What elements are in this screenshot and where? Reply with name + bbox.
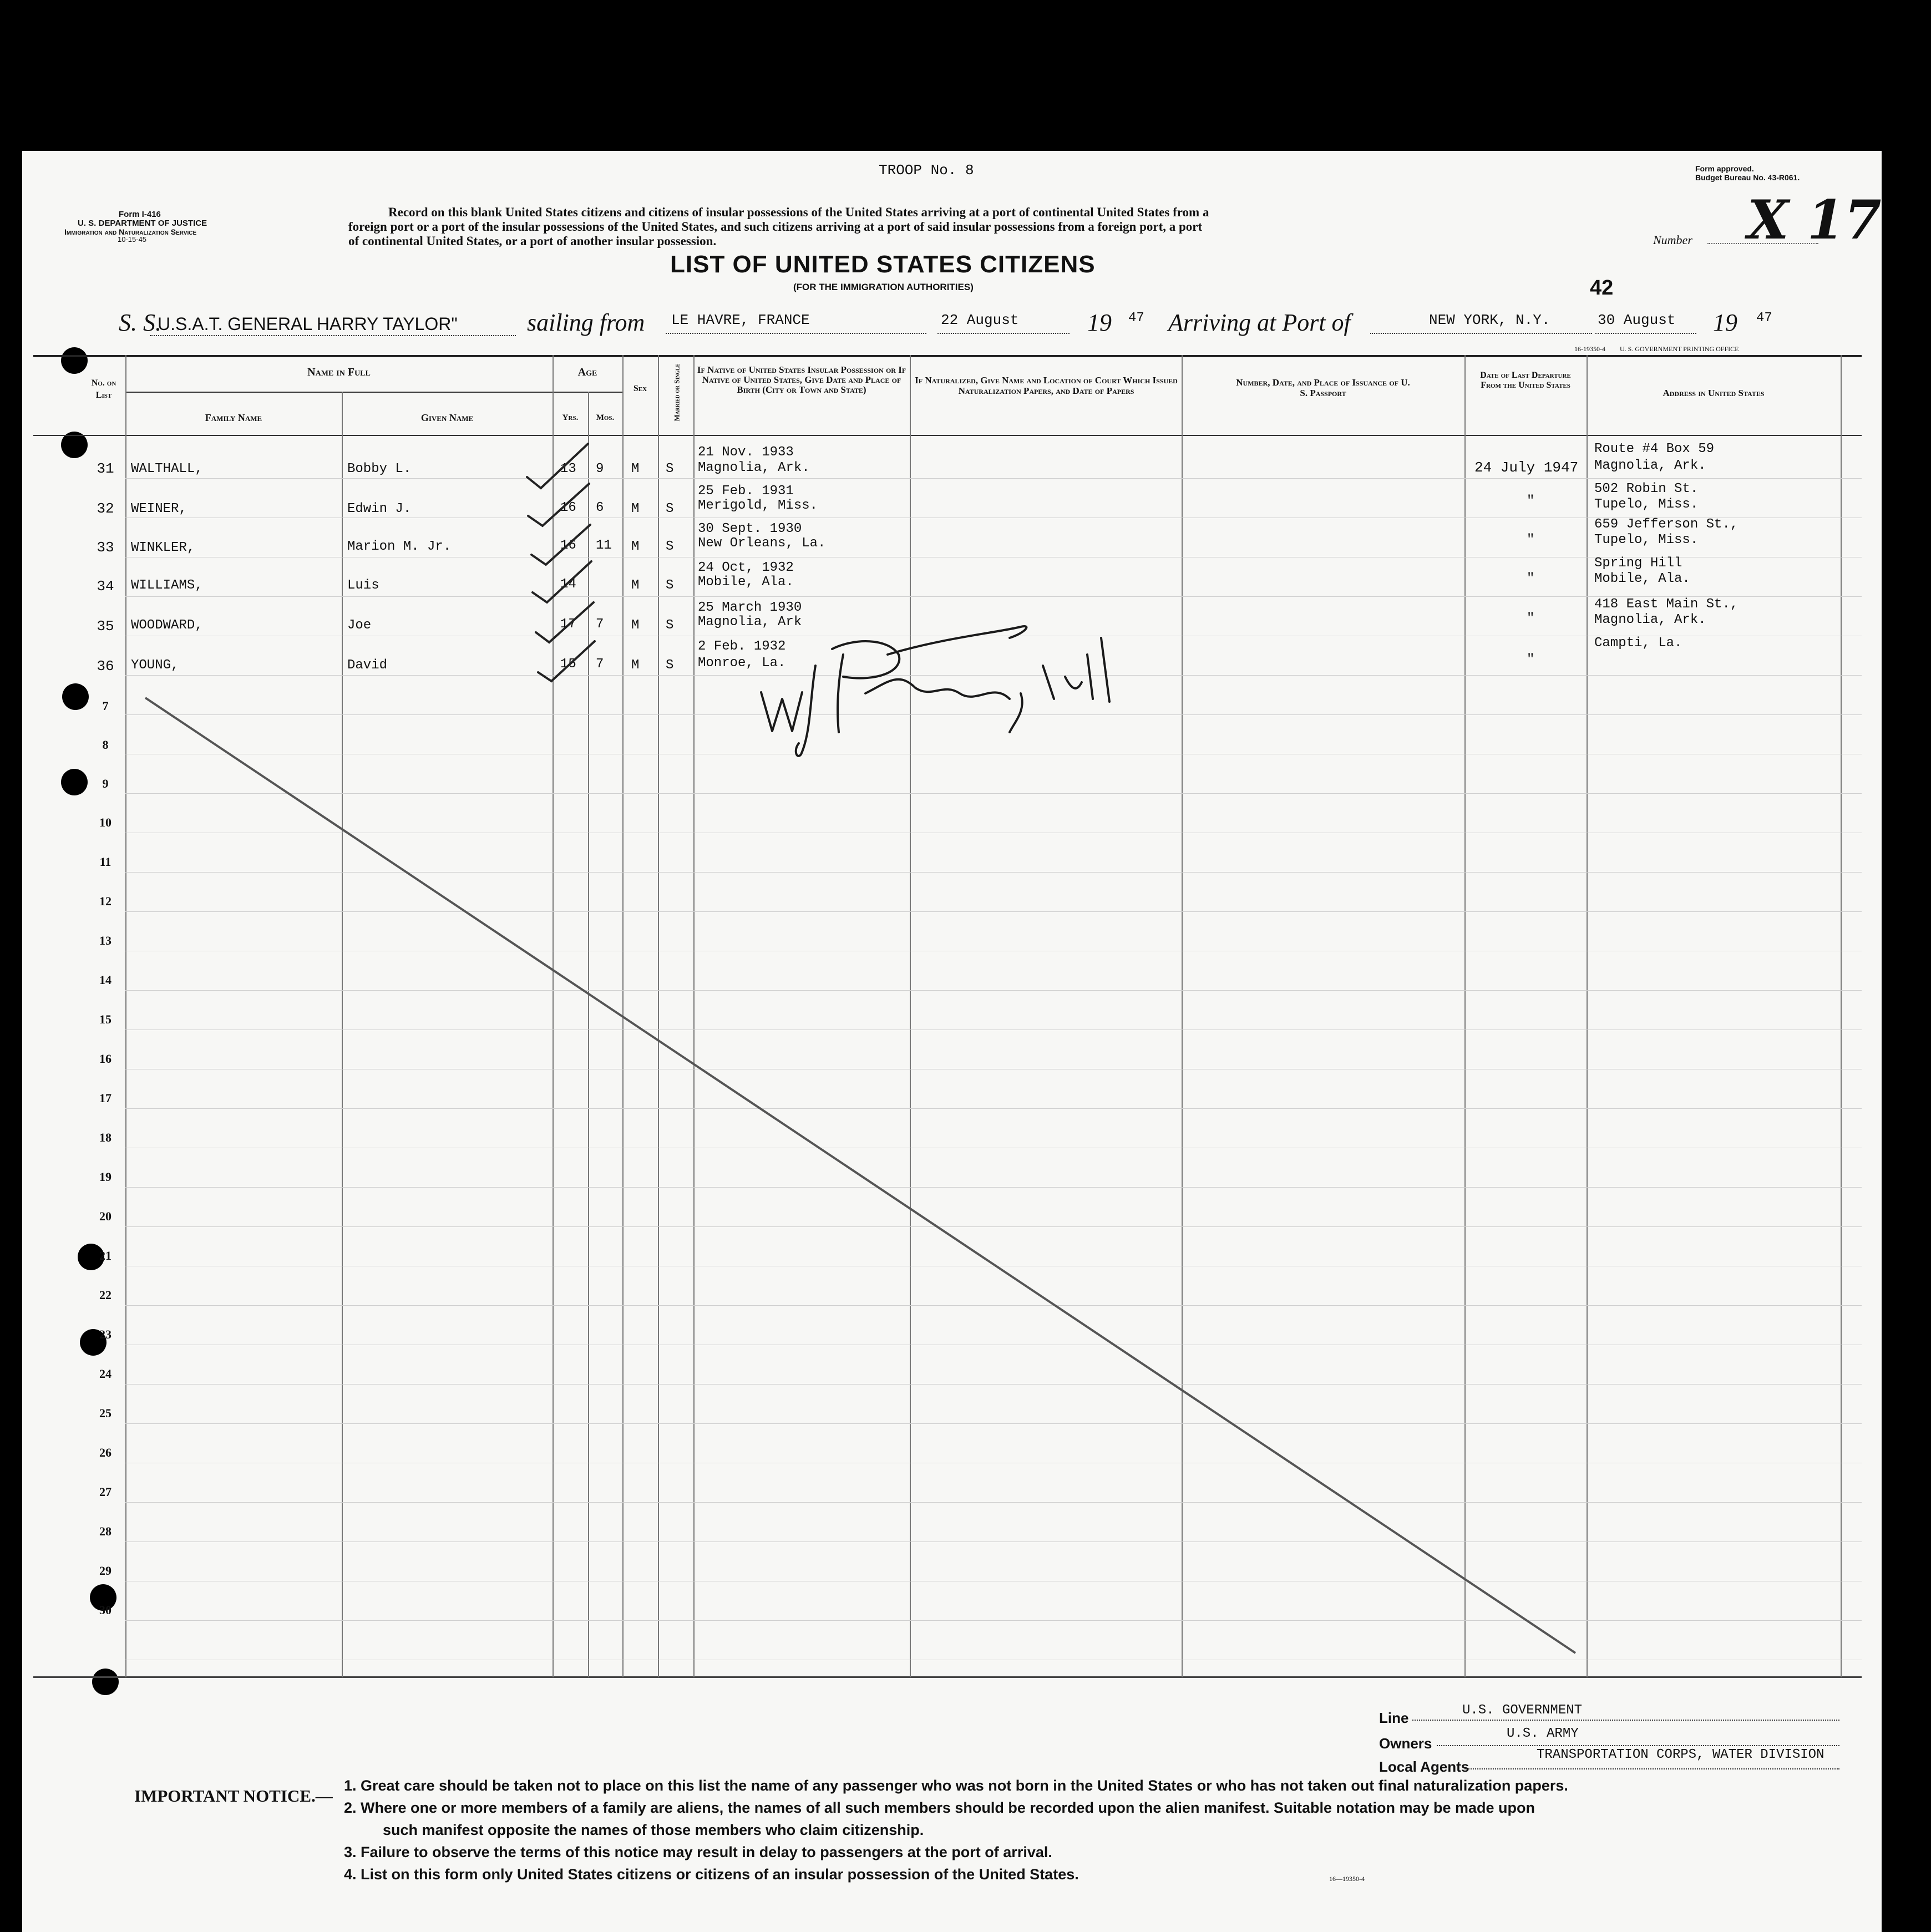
family-name: WOODWARD,	[131, 618, 203, 633]
marital-status: S	[666, 462, 674, 476]
notice-3: 3. Failure to observe the terms of this notice may result in delay to passengers at the port of arrival.	[344, 1844, 1052, 1860]
department: U. S. DEPARTMENT OF JUSTICE	[78, 219, 207, 228]
birth-place: Magnolia, Ark.	[698, 460, 810, 475]
line-number: 29	[99, 1564, 111, 1578]
check-mark	[533, 561, 591, 602]
row-number: 36	[97, 658, 114, 675]
marital-status: S	[666, 658, 674, 673]
given-name: Marion M. Jr.	[347, 539, 452, 554]
age-months: 7	[596, 657, 604, 672]
owners-value: U.S. ARMY	[1507, 1726, 1579, 1741]
number-value: X 17	[1747, 189, 1882, 251]
birth-date: 21 Nov. 1933	[698, 445, 794, 460]
header-given-name: Given Name	[420, 412, 474, 423]
sex: M	[631, 658, 640, 673]
check-mark	[536, 602, 594, 642]
age-years: 14	[560, 577, 576, 592]
departure-date: "	[1527, 571, 1535, 586]
family-name: WINKLER,	[131, 540, 195, 555]
age-months: 11	[596, 538, 612, 553]
line-number: 18	[99, 1130, 111, 1144]
address-line-2: Mobile, Ala.	[1594, 571, 1690, 586]
given-name: Joe	[347, 618, 372, 633]
departure-date: "	[1527, 611, 1535, 626]
arriving-label: Arriving at Port of	[1168, 309, 1351, 336]
age-months: 7	[596, 617, 604, 632]
family-name: WEINER,	[131, 501, 187, 516]
line-number: 7	[102, 699, 109, 713]
print-code: 16-19350-4	[1574, 345, 1605, 353]
line-number: 15	[99, 1012, 111, 1026]
instructions-line-3: of continental United States, or a port of another insular possession.	[348, 234, 717, 248]
header-address: Address in United States	[1663, 388, 1765, 398]
gpo-imprint: U. S. GOVERNMENT PRINTING OFFICE	[1620, 345, 1739, 353]
list-subtitle: (FOR THE IMMIGRATION AUTHORITIES)	[793, 282, 974, 292]
sex: M	[631, 539, 640, 554]
line-number: 16	[99, 1052, 111, 1066]
form-date: 10-15-45	[118, 235, 147, 244]
line-underline	[1412, 1720, 1839, 1721]
agents-underline	[1464, 1768, 1839, 1769]
notice-2-cont: such manifest opposite the names of those members who claim citizenship.	[383, 1822, 924, 1838]
form-number: Form I-416	[119, 210, 161, 219]
address-line-1: Spring Hill	[1594, 556, 1682, 571]
ss-label: S. S.	[119, 309, 161, 336]
port-from: LE HAVRE, FRANCE	[671, 312, 810, 328]
instructions-line-1: Record on this blank United States citizens and citizens of insular possessions of the United States arriving at a port of continental United States from a	[388, 205, 1209, 219]
owners-label: Owners	[1379, 1735, 1432, 1752]
line-number: 8	[102, 738, 109, 752]
header-age: Age	[577, 366, 597, 378]
given-name: Luis	[347, 578, 379, 593]
departure-date: "	[1527, 652, 1535, 667]
marital-status: S	[666, 501, 674, 516]
birth-date: 2 Feb. 1932	[698, 639, 786, 654]
notice-2: 2. Where one or more members of a family are aliens, the names of all such members should be recorded upon the alien manifest. Suitable notation may be made upon	[344, 1799, 1535, 1816]
birth-place: Merigold, Miss.	[698, 498, 818, 513]
marital-status: S	[666, 578, 674, 593]
troop-number: TROOP No. 8	[879, 162, 974, 179]
line-number: 12	[99, 894, 111, 908]
line-number: 11	[99, 855, 111, 869]
family-name: YOUNG,	[131, 658, 179, 673]
agents-value: TRANSPORTATION CORPS, WATER DIVISION	[1537, 1747, 1824, 1762]
line-number: 28	[99, 1524, 111, 1538]
line-number: 14	[99, 973, 111, 987]
sex: M	[631, 618, 640, 633]
strike-through-line	[145, 698, 1575, 1653]
sailing-from-label: sailing from	[527, 309, 645, 336]
departure-date: "	[1527, 494, 1535, 509]
arrival-year-prefix: 19	[1713, 309, 1737, 336]
departure-date: 24 July 1947	[1474, 459, 1579, 476]
header-family-name: Family Name	[205, 412, 262, 423]
row-number: 31	[97, 460, 114, 477]
line-number: 22	[99, 1288, 111, 1302]
line-number: 24	[99, 1367, 111, 1381]
list-title: LIST OF UNITED STATES CITIZENS	[670, 251, 1096, 278]
address-line-2: Tupelo, Miss.	[1594, 497, 1699, 512]
sheet-number: 42	[1590, 276, 1614, 300]
sex: M	[631, 578, 640, 593]
address-line-2: Magnolia, Ark.	[1594, 612, 1706, 627]
ship-name: U.S.A.T. GENERAL HARRY TAYLOR"	[158, 314, 458, 334]
budget-bureau: Budget Bureau No. 43-R061.	[1695, 173, 1800, 182]
owners-underline	[1437, 1745, 1839, 1746]
address-line-1: 418 East Main St.,	[1594, 597, 1739, 612]
birth-date: 24 Oct, 1932	[698, 560, 794, 575]
birth-date: 25 Feb. 1931	[698, 484, 794, 499]
age-years: 13	[560, 462, 576, 476]
family-name: WALTHALL,	[131, 462, 203, 476]
check-mark	[527, 444, 588, 488]
arrival-year: 47	[1756, 311, 1772, 326]
birth-place: Mobile, Ala.	[698, 575, 794, 590]
given-name: David	[347, 658, 388, 673]
age-years: 16	[560, 538, 576, 553]
check-mark	[528, 484, 589, 526]
row-number: 35	[97, 618, 114, 635]
sex: M	[631, 501, 640, 516]
service: Immigration and Naturalization Service	[64, 227, 197, 236]
header-sex: Sex	[633, 384, 647, 393]
age-years: 17	[560, 617, 576, 632]
bottom-print-code: 16—19350-4	[1329, 1875, 1365, 1883]
check-mark	[538, 641, 595, 681]
header-departure: Date of Last Departure From the United States	[1480, 371, 1571, 390]
check-mark	[531, 525, 590, 565]
departure-year: 47	[1128, 311, 1144, 326]
line-number: 19	[99, 1170, 111, 1184]
line-number: 13	[99, 934, 111, 947]
line-number: 27	[99, 1485, 111, 1499]
given-name: Bobby L.	[347, 462, 412, 476]
address-line-1: Campti, La.	[1594, 636, 1682, 651]
row-number: 33	[97, 539, 114, 556]
birth-place: New Orleans, La.	[698, 536, 826, 551]
given-name: Edwin J.	[347, 501, 412, 516]
header-passport: Number, Date, and Place of Issuance of U. S. Passport	[1236, 377, 1410, 398]
row-number: 34	[97, 578, 114, 595]
header-naturalized: If Naturalized, Give Name and Location of Court Which Issued Naturalization Papers, and Date of Papers	[915, 375, 1178, 396]
line-number: 10	[99, 815, 111, 829]
notice-1: 1. Great care should be taken not to place on this list the name of any passenger who was not born in the United States or who has not taken out final naturalization papers.	[344, 1777, 1568, 1794]
line-number: 9	[102, 777, 109, 790]
address-line-2: Magnolia, Ark.	[1594, 458, 1706, 473]
line-number: 17	[99, 1091, 111, 1105]
agents-label: Local Agents	[1379, 1758, 1469, 1775]
inspector-signature	[761, 626, 1109, 756]
header-married: Married or Single	[672, 363, 681, 422]
address-line-2: Tupelo, Miss.	[1594, 533, 1699, 547]
notice-title: IMPORTANT NOTICE.—	[134, 1786, 333, 1806]
departure-date: "	[1527, 533, 1535, 547]
address-line-1: 502 Robin St.	[1594, 481, 1699, 496]
line-number: 30	[99, 1603, 111, 1617]
line-number: 21	[99, 1249, 111, 1262]
line-label: Line	[1379, 1710, 1409, 1726]
birth-date: 25 March 1930	[698, 600, 802, 615]
age-months: 9	[596, 462, 604, 476]
notice-4: 4. List on this form only United States citizens or citizens of an insular possession of the United States.	[344, 1866, 1079, 1883]
instructions-line-2: foreign port or a port of the insular possessions of the United States, and such citizens arriving at a port of said insular possessions from a foreign port, a port	[348, 220, 1203, 234]
birth-date: 30 Sept. 1930	[698, 521, 802, 536]
marital-status: S	[666, 539, 674, 554]
marital-status: S	[666, 618, 674, 633]
sex: M	[631, 462, 640, 476]
header-birth: If Native of United States Insular Possession or If Native of United States, Give Date and Place of Birth (City or Town and State)	[697, 364, 906, 395]
line-value: U.S. GOVERNMENT	[1462, 1703, 1583, 1718]
family-name: WILLIAMS,	[131, 578, 203, 593]
age-years: 15	[560, 657, 576, 672]
birth-place: Magnolia, Ark	[698, 615, 802, 630]
row-number: 32	[97, 500, 114, 517]
line-number: 26	[99, 1446, 111, 1459]
header-yrs: Yrs.	[562, 413, 579, 422]
age-months: 6	[596, 500, 604, 515]
arrival-date: 30 August	[1598, 312, 1676, 328]
line-number: 25	[99, 1406, 111, 1420]
form-approved: Form approved.	[1695, 164, 1754, 173]
line-number: 20	[99, 1209, 111, 1223]
check-mark	[527, 444, 595, 681]
header-mos: Mos.	[596, 413, 615, 422]
header-name-in-full: Name in Full	[307, 366, 371, 378]
departure-year-prefix: 19	[1087, 309, 1112, 336]
line-number: 23	[99, 1327, 111, 1341]
departure-date: 22 August	[941, 312, 1019, 328]
port-arrival: NEW YORK, N.Y.	[1429, 312, 1550, 328]
age-years: 16	[560, 500, 576, 515]
address-line-1: Route #4 Box 59	[1594, 442, 1715, 457]
birth-place: Monroe, La.	[698, 656, 786, 671]
number-label: Number	[1653, 233, 1692, 247]
header-no-on-list: No. on List	[91, 378, 116, 400]
address-line-1: 659 Jefferson St.,	[1594, 517, 1739, 532]
